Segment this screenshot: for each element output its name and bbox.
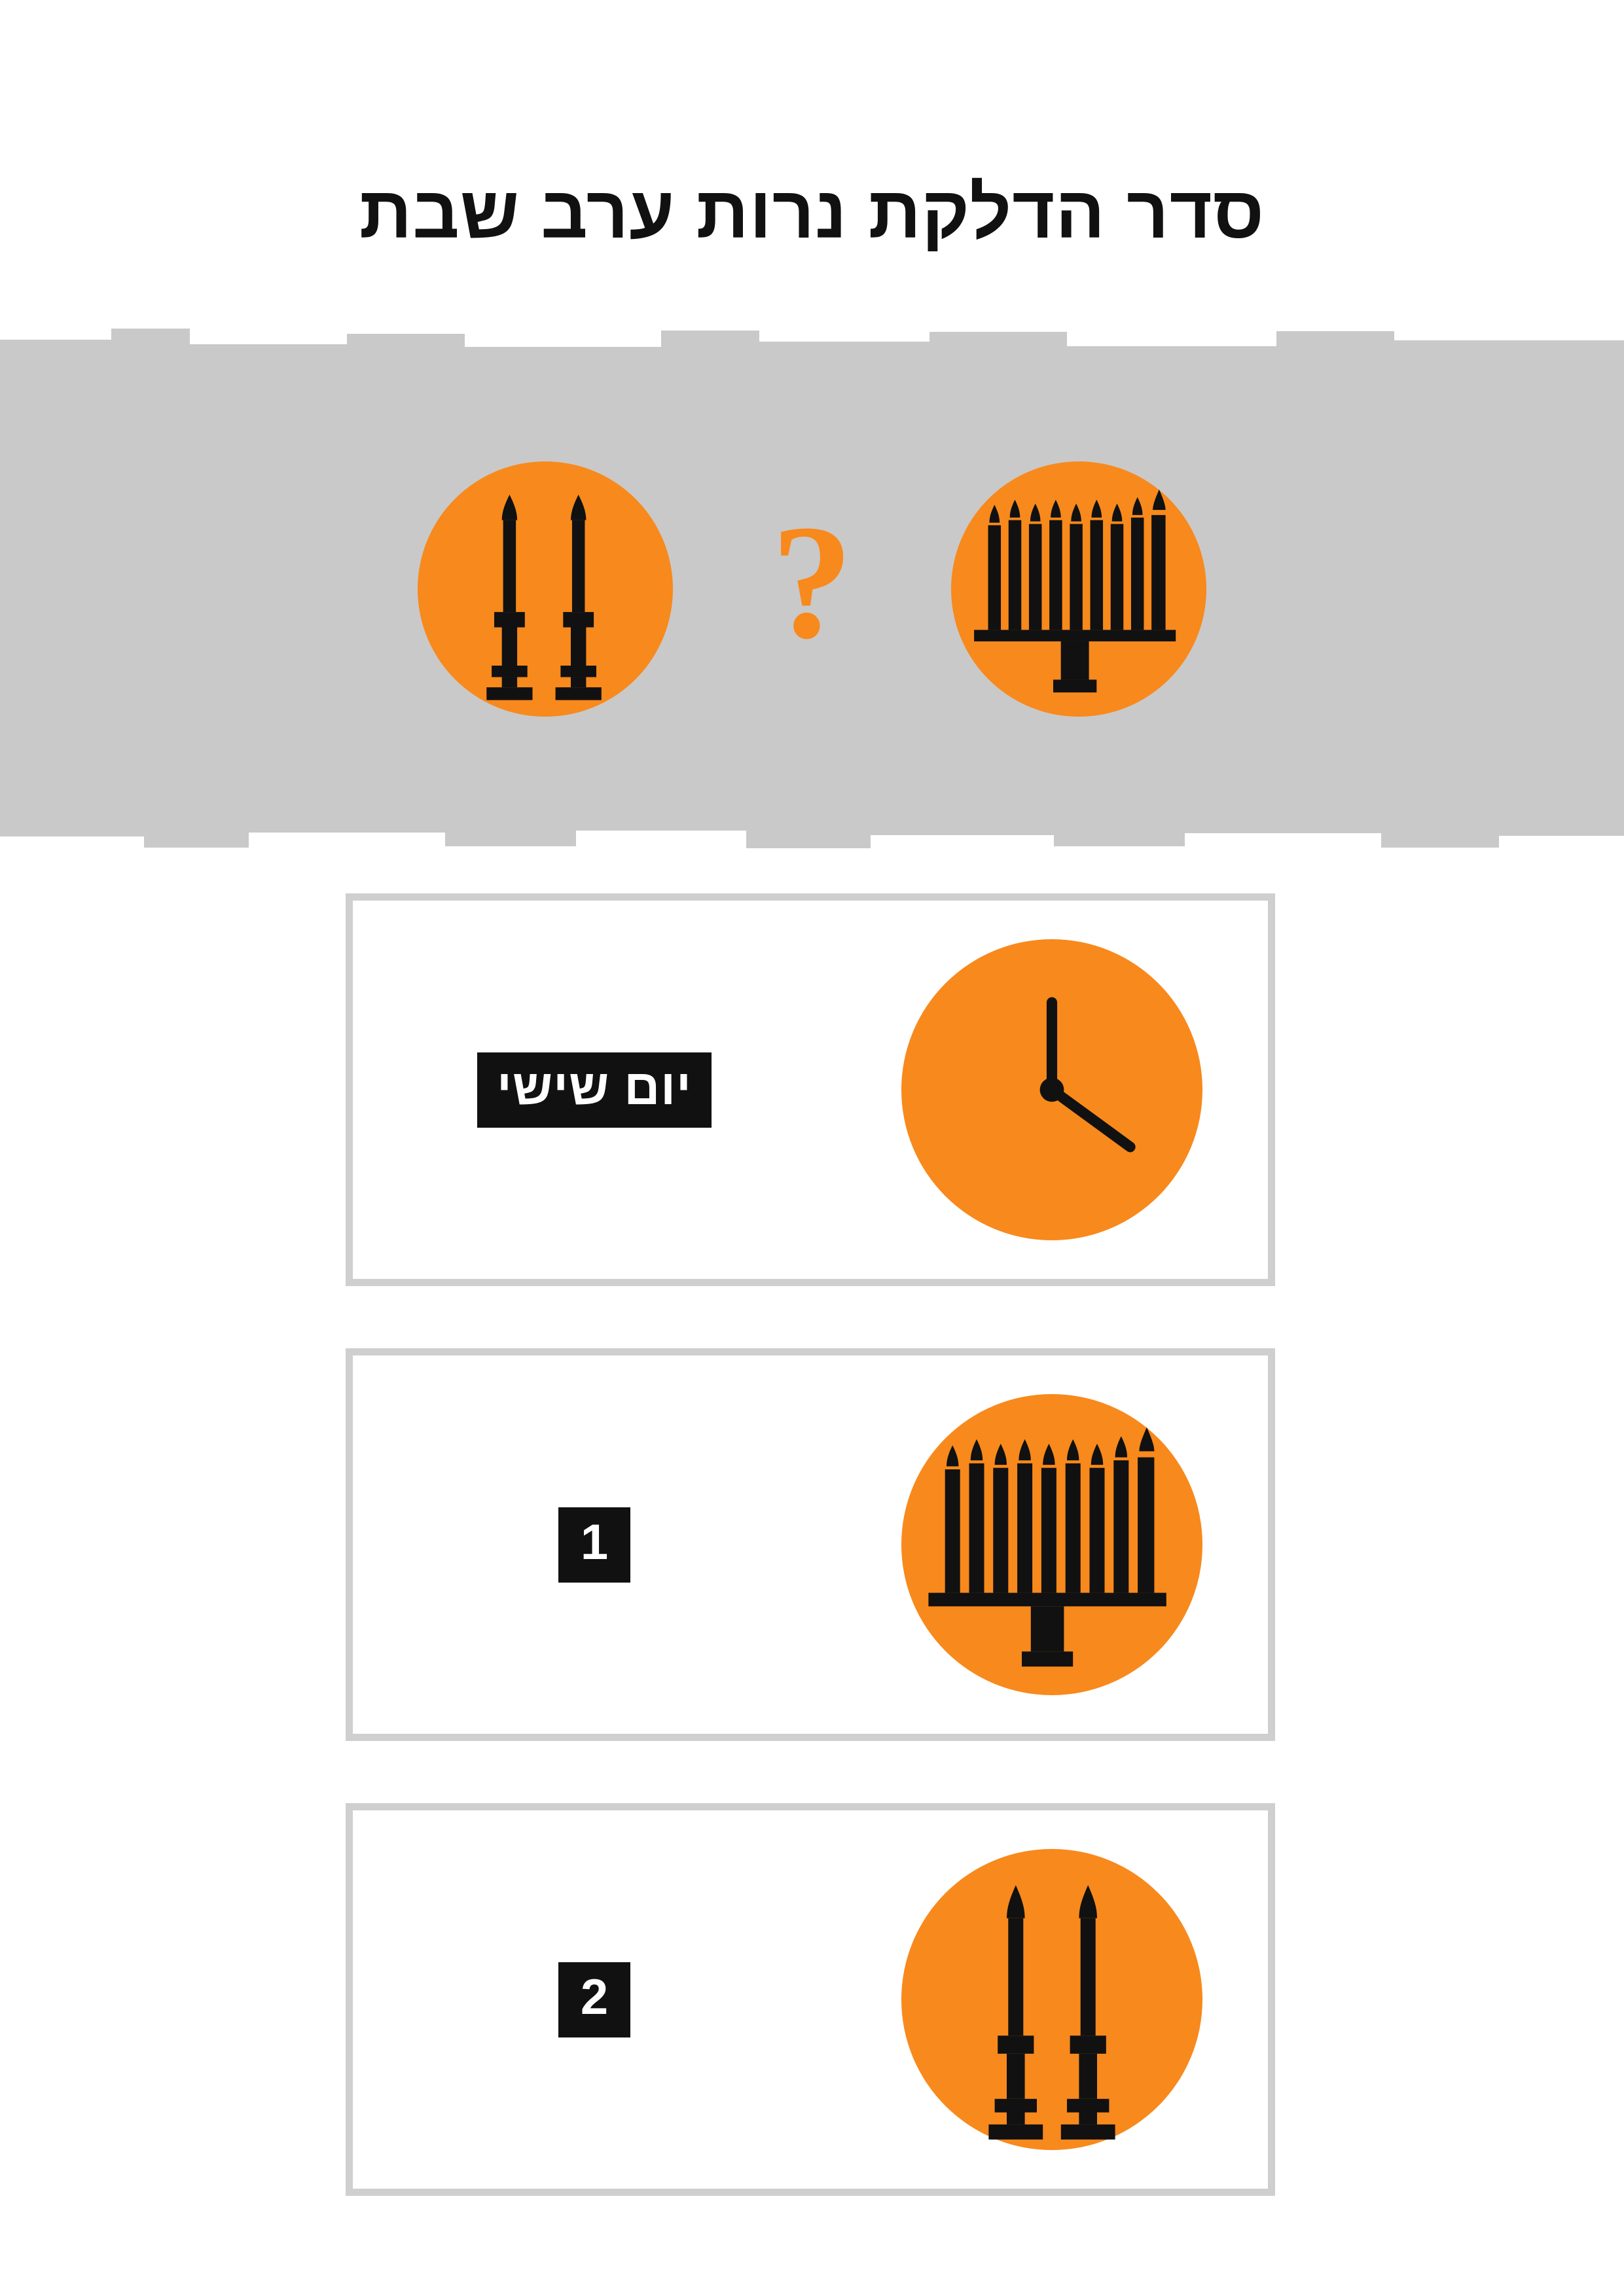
- step-1-icon-wrap: [836, 939, 1268, 1240]
- step-3-icon-wrap: [836, 1849, 1268, 2150]
- clock-icon: [901, 939, 1202, 1240]
- step-1-label-wrap: [353, 1052, 836, 1128]
- status-badge-friday: יום שישי: [477, 1052, 712, 1128]
- banner-candlesticks-circle: [418, 461, 673, 717]
- page-title: סדר הדלקת נרות ערב שבת: [359, 171, 1265, 253]
- step-number-badge-1: 1: [558, 1507, 630, 1583]
- question-mark: ?: [771, 492, 853, 673]
- step-card-3: [346, 1803, 1275, 2196]
- step-2-icon-wrap: [836, 1394, 1268, 1695]
- step-card-1: [346, 893, 1275, 1286]
- step-card-2: [346, 1348, 1275, 1741]
- banner: [0, 327, 1624, 851]
- clock-circle: [901, 939, 1202, 1240]
- shabbat-candlesticks-icon: [901, 1849, 1202, 2150]
- menorah-candles-icon: [901, 1394, 1202, 1695]
- menorah-circle: [901, 1394, 1202, 1695]
- shabbat-candlesticks-icon: [418, 461, 673, 717]
- step-3-label-wrap: [353, 1962, 836, 2037]
- banner-menorah-circle: [951, 461, 1206, 717]
- menorah-candles-icon: [951, 461, 1206, 717]
- step-2-label-wrap: [353, 1507, 836, 1583]
- step-number-badge-2: 2: [558, 1962, 630, 2037]
- candlesticks-circle: [901, 1849, 1202, 2150]
